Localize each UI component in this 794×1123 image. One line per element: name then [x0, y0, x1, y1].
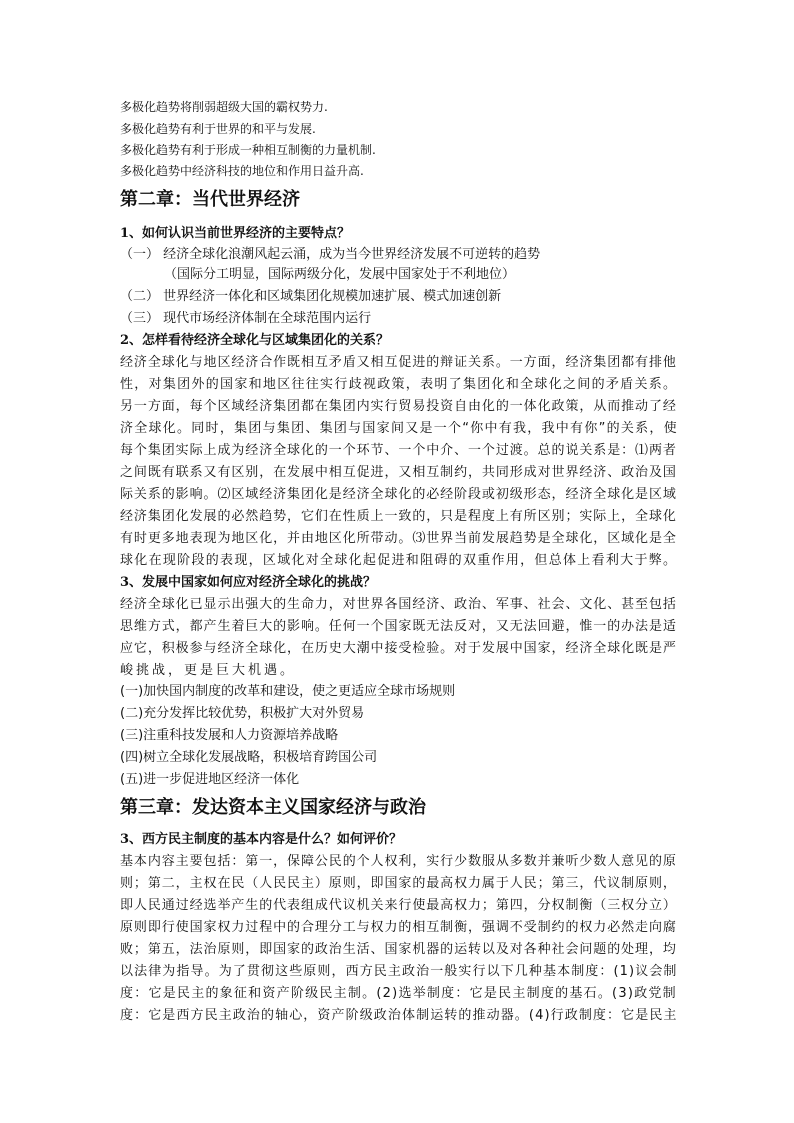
paragraph-line: 度：它是民主的象征和资产阶级民主制。(2)选举制度：它是民主制度的基石。(3)政党制	[120, 986, 677, 1001]
question-heading: 3、发展中国家如何应对经济全球化的挑战？	[120, 575, 377, 590]
paragraph-line: 败；第五，法治原则，即国家的政治生活、国家机器的运转以及对各种社会问题的处理，均	[120, 942, 677, 957]
list-item: (五)进一步促进地区经济一体化	[120, 772, 300, 787]
chapter-title: 第二章：当代世界经济	[120, 189, 300, 210]
list-item-note: （国际分工明显，国际两级分化，发展中国家处于不利地位）	[164, 267, 516, 282]
list-item: (一)加快国内制度的改革和建设，使之更适应全球市场规则	[120, 684, 456, 699]
paragraph-line: 另一方面，每个区域经济集团都在集团内实行贸易投资自由化的一体化政策，从而推动了经	[120, 399, 677, 414]
paragraph-line: 思维方式，都产生着巨大的影响。任何一个国家既无法反对，又无法回避，惟一的办法是适	[120, 619, 677, 634]
intro-line: 多极化趋势有利于形成一种相互制衡的力量机制.	[120, 143, 376, 157]
paragraph-line: 经济集团化发展的必然趋势，它们在性质上一致的，只是程度上有所区别；实际上，全球化	[120, 509, 677, 524]
paragraph-line: 应它，积极参与经济全球化，在历史大潮中接受检验。对于发展中国家，经济全球化既是严	[120, 641, 677, 656]
paragraph-line: 基本内容主要包括：第一，保障公民的个人权利，实行少数服从多数并兼听少数人意见的原	[120, 854, 677, 869]
paragraph-line: 有时更多地表现为地区化，并由地区化所带动。⑶世界当前发展趋势是全球化，区域化是全	[120, 531, 677, 546]
question-heading: 3、西方民主制度的基本内容是什么？如何评价？	[120, 832, 403, 847]
question-heading: 2、怎样看待经济全球化与区域集团化的关系？	[120, 333, 390, 348]
paragraph-line: 原则即行使国家权力过程中的合理分工与权力的相互制衡，强调不受制约的权力必然走向腐	[120, 920, 677, 935]
chapter-title: 第三章：发达资本主义国家经济与政治	[120, 797, 426, 818]
list-item: （二） 世界经济一体化和区域集团化规模加速扩展、模式加速创新	[120, 289, 502, 304]
paragraph-line: 经济全球化已显示出强大的生命力，对世界各国经济、政治、军事、社会、文化、甚至包括	[120, 597, 677, 612]
paragraph-line: 即人民通过经选举产生的代表组成代议机关来行使最高权力；第四，分权制衡（三权分立）	[120, 898, 677, 913]
intro-line: 多极化趋势中经济科技的地位和作用日益升高.	[120, 164, 364, 178]
paragraph-line: 球化在现阶段的表现，区域化对全球化起促进和阻碍的双重作用，但总体上看利大于弊。	[120, 553, 678, 568]
paragraph-line: 之间既有联系又有区别，在发展中相互促进，又相互制约，共同形成对世界经济、政治及国	[120, 465, 677, 480]
list-item: (四)树立全球化发展战略，积极培育跨国公司	[120, 750, 378, 765]
paragraph-line: 经济全球化与地区经济合作既相互矛盾又相互促进的辩证关系。一方面，经济集团都有排他	[120, 355, 677, 370]
paragraph-line: 以法律为指导。为了贯彻这些原则，西方民主政治一般实行以下几种基本制度：(1)议会制	[120, 964, 678, 979]
intro-line: 多极化趋势有利于世界的和平与发展.	[120, 122, 316, 136]
paragraph-line: 度：它是西方民主政治的轴心，资产阶级政治体制运转的推动器。(4)行政制度：它是民主	[120, 1008, 678, 1023]
list-item: (二)充分发挥比较优势，积极扩大对外贸易	[120, 706, 365, 721]
paragraph-line: 峻挑战，更是巨大机遇。	[120, 663, 297, 678]
list-item: （一） 经济全球化浪潮风起云涌，成为当今世界经济发展不可逆转的趋势	[120, 247, 541, 262]
paragraph-line: 每个集团实际上成为经济全球化的一个环节、一个中介、一个过渡。总的说关系是：⑴两者	[120, 443, 677, 458]
list-item: （三） 现代市场经济体制在全球范围内运行	[120, 311, 372, 326]
intro-line: 多极化趋势将削弱超级大国的霸权势力.	[120, 100, 328, 114]
paragraph-line: 性，对集团外的国家和地区往往实行歧视政策，表明了集团化和全球化之间的矛盾关系。	[120, 377, 678, 392]
list-item: (三)注重科技发展和人力资源培养战略	[120, 728, 339, 743]
paragraph-line: 际关系的影响。⑵区域经济集团化是经济全球化的必经阶段或初级形态，经济全球化是区域	[120, 487, 677, 502]
paragraph-line: 济全球化。同时，集团与集团、集团与国家间又是一个“你中有我，我中有你”的关系，使	[120, 421, 678, 436]
question-heading: 1、如何认识当前世界经济的主要特点？	[120, 226, 351, 241]
paragraph-line: 则；第二，主权在民（人民民主）原则，即国家的最高权力属于人民；第三，代议制原则，	[120, 876, 677, 891]
